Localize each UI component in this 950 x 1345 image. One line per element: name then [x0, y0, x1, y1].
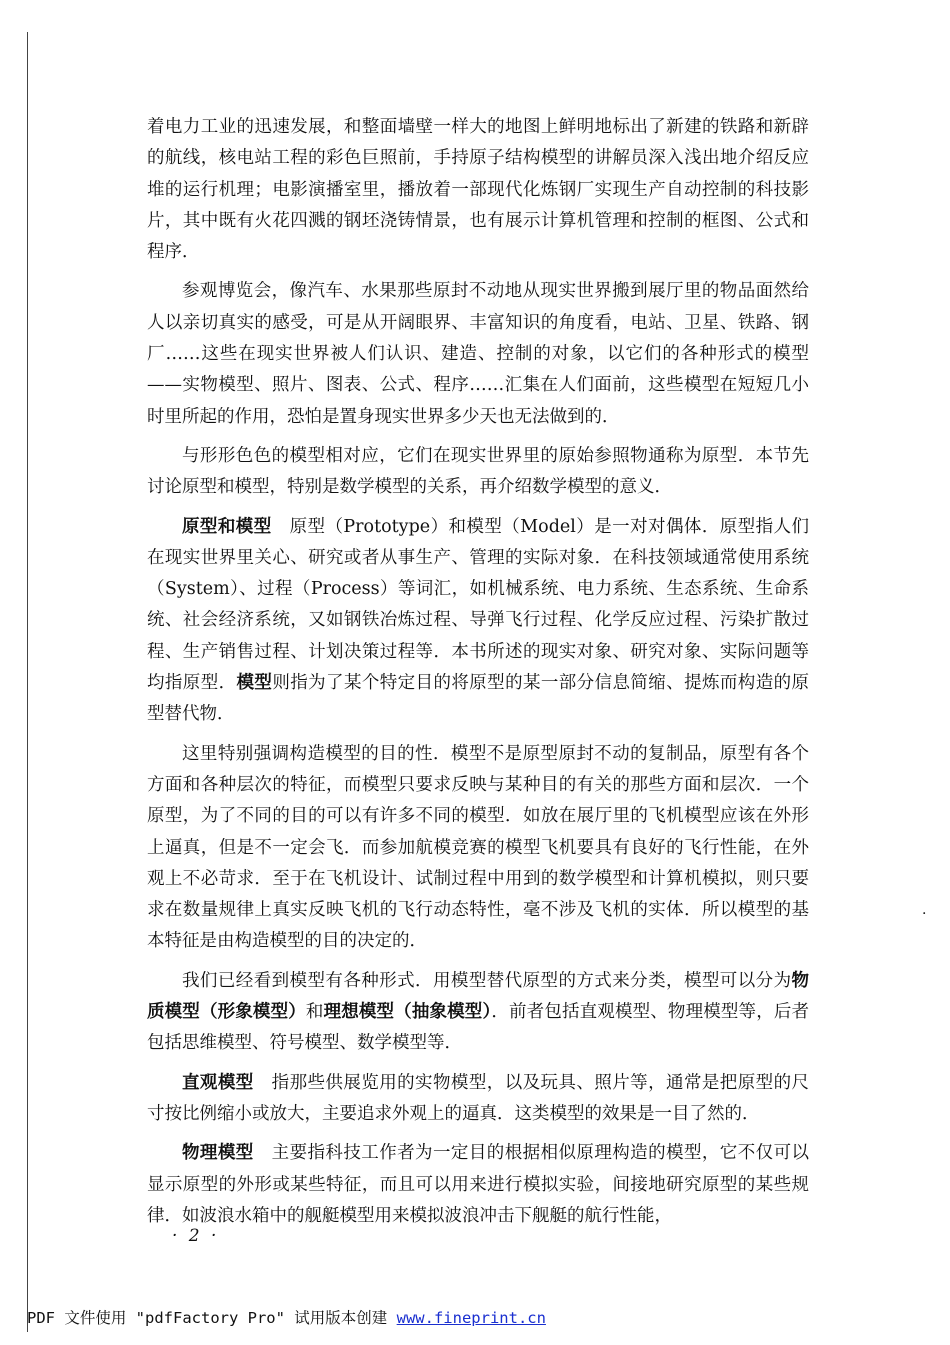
paragraph-text: 我们已经看到模型有各种形式．用模型替代原型的方式来分类，模型可以分为 — [182, 970, 792, 991]
pdf-footer — [27, 1306, 546, 1328]
paragraph-text: 原型（Prototype）和模型（Model）是一对对偶体．原型指人们在现实世界里关心、研究或者从事生产、管理的实际对象．在科技领域通常使用系统（System）、过程（Process）等词汇，如机械系统、电力系统、生态系统、生命系统、社会经济系统，又如钢铁冶炼过程、导弹飞行过程、化学反应过程、污染扩散过程、生产销售过程、计划决策过程等．本书所述的现实对象、研究对象、实际问题等均指原型． — [147, 516, 809, 694]
footer-link[interactable]: www.fineprint.cn — [396, 1309, 546, 1327]
page-number: · 2 · — [172, 1226, 220, 1246]
paragraph — [147, 1068, 809, 1131]
paragraph-text: 则指为了某个特定目的将原型的某一部分信息简缩、提炼而构造的原型替代物． — [147, 673, 810, 725]
term-heading: 理想模型（抽象模型） — [323, 1002, 492, 1023]
paragraph — [147, 739, 809, 958]
paragraph-text: 与形形色色的模型相对应，它们在现实世界里的原始参照物通称为原型．本节先讨论原型和模型，特别是数学模型的关系，再介绍数学模型的意义． — [147, 445, 809, 498]
paragraph — [147, 1138, 809, 1232]
term-heading: 模型 — [236, 673, 273, 694]
paragraph-text: 指那些供展览用的实物模型，以及玩具、照片等，通常是把原型的尺寸按比例缩小或放大，主要追求外观上的逼真．这类模型的效果是一目了然的． — [147, 1072, 810, 1124]
term-heading: 直观模型 — [182, 1072, 254, 1093]
term-heading: 物理模型 — [182, 1143, 254, 1164]
paragraph-text: 这里特别强调构造模型的目的性．模型不是原型原封不动的复制品，原型有各个方面和各种层次的特征，而模型只要求反映与某种目的有关的那些方面和层次．一个原型，为了不同的目的可以有许多不同的模型．如放在展厅里的飞机模型应该在外形上逼真，但是不一定会飞．而参加航模竞赛的模型飞机要具有良好的飞行性能，在外观上不必苛求．至于在飞机设计、试制过程中用到的数学模型和计算机模拟，则只要求在数量规律上真实反映飞机的飞行动态特性，毫不涉及飞机的实体．所以模型的基本特征是由构造模型的目的决定的． — [147, 743, 809, 952]
term-heading: 原型和模型 — [182, 516, 272, 537]
paragraph-text: ．前者包括直观模型、物理模型等，后者包括思维模型、符号模型、数学模型等． — [147, 1002, 810, 1054]
page-body — [147, 112, 809, 1240]
paragraph-text: 着电力工业的迅速发展，和整面墙壁一样大的地图上鲜明地标出了新建的铁路和新辟的航线，核电站工程的彩色巨照前，手持原子结构模型的讲解员深入浅出地介绍反应堆的运行机理；电影演播室里，播放着一部现代化炼钢厂实现生产自动控制的科技影片，其中既有火花四溅的钢坯浇铸情景，也有展示计算机管理和控制的框图、公式和程序． — [147, 117, 809, 263]
footer-text: PDF 文件使用 "pdfFactory Pro" 试用版本创建 — [27, 1309, 397, 1327]
paragraph — [147, 512, 809, 731]
term-heading: 物质模型（形象模型） — [147, 970, 809, 1023]
paragraph-text: 参观博览会，像汽车、水果那些原封不动地从现实世界搬到展厅里的物品面然给人以亲切真实的感受，可是从开阔眼界、丰富知识的角度看，电站、卫星、铁路、钢厂……这些在现实世界被人们认识、建造、控制的对象，以它们的各种形式的模型——实物模型、照片、图表、公式、程序……汇集在人们面前，这些模型在短短几小时里所起的作用，恐怕是置身现实世界多少天也无法做到的． — [147, 281, 809, 427]
paragraph — [147, 112, 809, 268]
paragraph — [147, 276, 809, 432]
left-margin-rule — [27, 32, 28, 1332]
stray-mark: · — [922, 906, 927, 922]
paragraph — [147, 966, 809, 1060]
paragraph-text: 和 — [305, 1002, 324, 1023]
paragraph-text: 主要指科技工作者为一定目的根据相似原理构造的模型，它不仅可以显示原型的外形或某些特征，而且可以用来进行模拟实验，间接地研究原型的某些规律．如波浪水箱中的舰艇模型用来模拟波浪冲击下舰艇的航行性能， — [147, 1143, 810, 1226]
paragraph — [147, 441, 809, 504]
